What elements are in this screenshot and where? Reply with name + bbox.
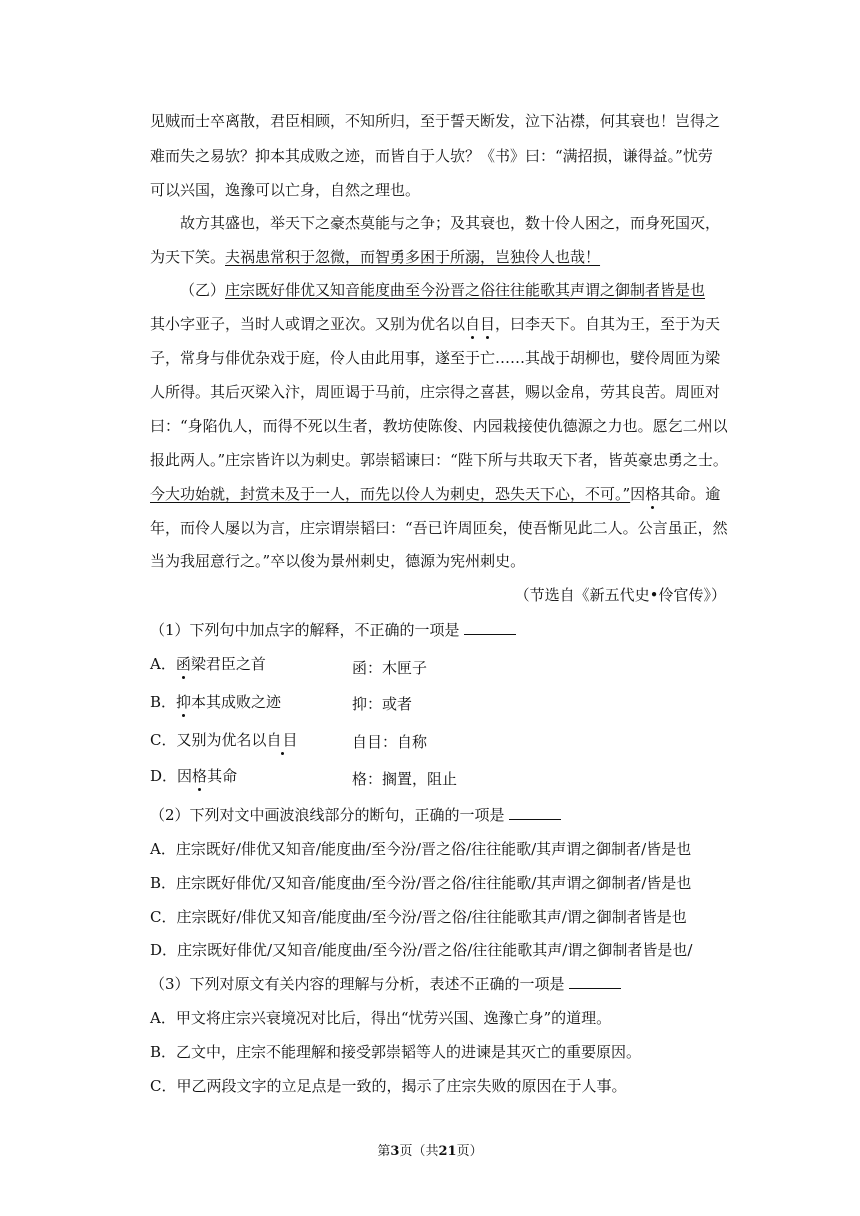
question-text: （2）下列对文中画波浪线部分的断句，正确的一项是 <box>150 806 505 824</box>
passage-line: 曰：“身陷仇人，而得不死以生者，教坊使陈俊、内园栽接使仇德源之力也。愿乞二州以 <box>150 417 728 435</box>
q1-option-a-gloss: 函：木匣子 <box>352 659 428 677</box>
answer-blank <box>509 805 561 820</box>
dotted-char: 自 <box>465 315 481 333</box>
question-text: （1）下列句中加点字的解释，不正确的一项是 <box>150 621 460 639</box>
page-total: 21 <box>438 1144 457 1159</box>
passage-line: 可以兴国，逸豫可以亡身，自然之理也。 <box>150 181 421 199</box>
answer-blank <box>569 974 621 989</box>
passage-text: 其命。逾 <box>660 485 721 503</box>
passage-line: 故方其盛也，举天下之豪杰莫能与之争；及其衰也，数十伶人困之，而身死国灭， <box>180 214 721 232</box>
passage-line: 报此两人。”庄宗皆许以为刺史。郭崇韬谏曰：“陛下所与共取天下者，皆英豪忠勇之士。 <box>150 451 728 469</box>
wavy-underlined-sentence: 庄宗既好俳优又知音能度曲至今汾晋之俗往往能歌其声谓之御制者皆是也 <box>225 281 706 299</box>
q3-option-a: A．甲文将庄宗兴衰境况对比后，得出“忧劳兴国、逸豫亡身”的道理。 <box>150 1009 612 1027</box>
question-2-stem <box>150 805 561 825</box>
dotted-char: 目 <box>480 315 496 333</box>
q1-option-c: C．又别为优名以自目 <box>150 731 299 749</box>
q2-option-d: D．庄宗既好俳优/又知音/能度曲/至今汾/晋之俗/往往能歌其声/谓之御制者皆是也/ <box>150 941 693 959</box>
dotted-char: 自目 <box>266 731 299 749</box>
page-footer: 第3页（共21页） <box>377 1144 483 1159</box>
source-citation: （节选自《新五代史•伶官传》） <box>514 586 726 604</box>
q2-option-c: C．庄宗既好/俳优又知音/能度曲/至今汾/晋之俗/往往能歌其声/谓之御制者皆是也 <box>150 908 687 926</box>
passage-line: 见贼而士卒离散，君臣相顾，不知所归，至于誓天断发，泣下沾襟，何其衰也！岂得之 <box>150 112 721 130</box>
dotted-char: 格 <box>192 767 208 785</box>
question-3-stem <box>150 974 621 994</box>
dotted-char: 格 <box>645 485 661 503</box>
passage-text: 因 <box>630 485 646 503</box>
question-text: （3）下列对原文有关内容的理解与分析，表述不正确的一项是 <box>150 975 565 993</box>
underlined-sentence: 今大功始就，封赏未及于一人，而先以伶人为刺史，恐失天下心，不可。” <box>150 485 631 503</box>
passage-line: 当为我屈意行之。”卒以俊为景州刺史，德源为宪州刺史。 <box>150 552 526 570</box>
passage-text: 其小字亚子，当时人或谓之亚次。又别为优名以 <box>150 315 466 333</box>
passage-line: 子，常身与俳优杂戏于庭，伶人由此用事，遂至于亡……其战于胡柳也，嬖伶周匝为梁 <box>150 349 721 367</box>
q1-option-d: D．因格其命 <box>150 767 238 785</box>
dotted-char: 函 <box>175 655 191 673</box>
passage-line <box>150 484 720 504</box>
passage-text: ，曰李天下。自其为王，至于为天 <box>495 315 721 333</box>
q3-option-c: C．甲乙两段文字的立足点是一致的，揭示了庄宗失败的原因在于人事。 <box>150 1077 627 1095</box>
q3-option-b: B．乙文中，庄宗不能理解和接受郭崇韬等人的进谏是其灭亡的重要原因。 <box>150 1043 642 1061</box>
underlined-sentence: 夫祸患常积于忽微，而智勇多困于所溺，岂独伶人也哉！ <box>225 248 601 266</box>
q1-option-c-gloss: 自目：自称 <box>352 733 428 751</box>
passage-line <box>150 314 720 334</box>
dotted-char: 抑 <box>176 693 192 711</box>
question-1-stem <box>150 620 516 640</box>
q1-option-b-gloss: 抑：或者 <box>352 695 413 713</box>
passage-line <box>150 247 600 267</box>
q2-option-b: B．庄宗既好俳优/又知音/能度曲/至今汾/晋之俗/往往能歌/其声谓之御制者/皆是也 <box>150 874 692 892</box>
page-number: 3 <box>390 1144 400 1159</box>
section-marker: （乙） <box>180 281 226 299</box>
passage-line <box>180 280 705 300</box>
q1-option-d-gloss: 格：搁置，阻止 <box>352 770 458 788</box>
q2-option-a: A．庄宗既好/俳优又知音/能度曲/至今汾/晋之俗/往往能歌/其声谓之御制者/皆是也 <box>150 840 692 858</box>
passage-line: 年，而伶人屡以为言，庄宗谓崇韬曰：“吾已许周匝矣，使吾惭见此二人。公言虽正，然 <box>150 519 728 537</box>
passage-text: 为天下笑。 <box>150 248 226 266</box>
q1-option-a: A．函梁君臣之首 <box>150 655 266 673</box>
answer-blank <box>464 620 516 635</box>
passage-line: 人所得。其后灭梁入汴，周匝谒于马前，庄宗得之喜甚，赐以金帛，劳其良苦。周匝对 <box>150 383 721 401</box>
passage-line: 难而失之易欤？抑本其成败之迹，而皆自于人欤？《书》曰：“满招损，谦得益。”忧劳 <box>150 147 713 165</box>
q1-option-b: B．抑本其成败之迹 <box>150 693 282 711</box>
